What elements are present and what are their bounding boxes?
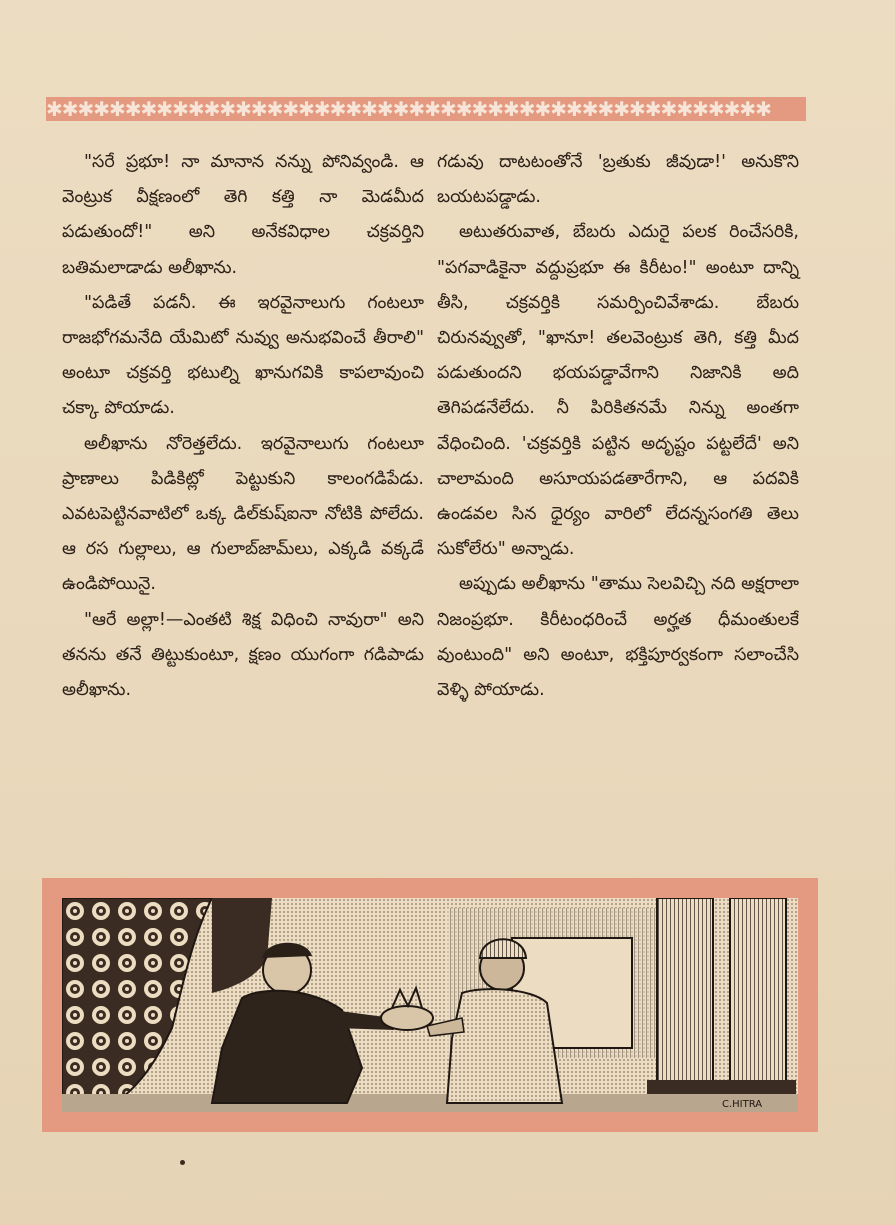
pillar-base-left	[647, 1080, 723, 1094]
right-paragraph-3: అప్పుడు అలీఖాను "తాము సెలవిచ్చి నది అక్షరాలా నిజంప్రభూ. కిరీటంధరించే అర్హత ధీమంతులకే వుంటుంది" అని అంటూ, భక్తిపూర్వకంగా సలాంచేసి వెళ్ళి పోయాడు.	[437, 574, 799, 701]
right-paragraph-1: గడువు దాటటంతోనే 'బ్రతుకు జీవుడా!' అనుకొని బయటపడ్డాడు.	[437, 152, 799, 208]
floor	[62, 1094, 798, 1112]
figure-emperor-robe	[447, 989, 562, 1103]
left-paragraph-3: అలీఖాను నోరెత్తలేదు. ఇరవైనాలుగు గంటలూ ప్రాణాలు పిడికిట్లో పెట్టుకుని కాలంగడిపేడు. ఎవటపెట్టినవాటిలో ఒక్క డిల్‌కుష్‌ఐనా నోటికి పోలేదు. ఆ రస గుల్లాలు, ఆ గులాబ్‌జామ్‌లు, ఎక్కడి వక్కడే ఉండిపోయినై.	[62, 433, 424, 595]
artist-signature: C.HITRA	[722, 1099, 763, 1110]
border-pattern: ✱✱✱✱✱✱✱✱✱✱✱✱✱✱✱✱✱✱✱✱✱✱✱✱✱✱✱✱✱✱✱✱✱✱✱✱✱✱✱✱✱✱✱✱✱✱	[46, 97, 771, 121]
right-paragraph-2: అటుతరువాత, బేబరు ఎదురై పలక రించేసరికి, "పగవాడికైనా వద్దుప్రభూ ఈ కిరీటం!" అంటూ దాన్ని తీసి, చక్రవర్తికి సమర్పించివేశాడు. బేబరు చిరునవ్వుతో, "ఖానూ! తలవెంట్రుక తెగి, కత్తి మీద పడుతుందని భయపడ్డావేగాని నిజానికి అది తెగిపడనేలేదు. నీ పిరికితనమే నిన్ను అంతగా వేధించింది. 'చక్రవర్తికి పట్టిన అదృష్టం పట్టలేదే' అని చాలామంది అసూయపడతారేగాని, ఆ పదవికి ఉండవల సిన ధైర్యం వారిలో లేదన్నసంగతి తెలు సుకోలేరు" అన్నాడు.	[437, 222, 799, 560]
page-dot	[180, 1160, 185, 1165]
left-paragraph-1: "సరే ప్రభూ! నా మానాన నన్ను పోనివ్వండి. ఆ వెంట్రుక వీక్షణంలో తెగి కత్తి నా మెడమీద పడుతుందో!" అని అనేకవిధాల చక్రవర్తిని బతిమలాడాడు అలీఖాను.	[62, 152, 424, 278]
pillar-base-right	[720, 1080, 796, 1094]
right-column	[437, 145, 799, 708]
pillar-left	[657, 898, 713, 1088]
left-paragraph-2: "పడితే పడనీ. ఈ ఇరవైనాలుగు గంటలూ రాజభోగమనేది యేమిటో నువ్వు అనుభవించే తీరాలి" అంటూ చక్రవర్తి భటుల్ని ఖానుగవికి కాపలావుంచి చక్కా పోయాడు.	[62, 292, 424, 419]
pillar-right	[730, 898, 786, 1088]
crown-offering	[381, 1006, 433, 1030]
illustration-frame	[42, 878, 818, 1132]
illustration-drawing	[62, 898, 798, 1112]
left-column	[62, 145, 424, 708]
left-paragraph-4: "ఆరే అల్లా!—ఎంతటి శిక్ష విధించి నావురా" అని తనను తనే తిట్టుకుంటూ, క్షణం యుగంగా గడిపాడు అలీఖాను.	[62, 609, 424, 701]
decorative-border	[46, 97, 806, 121]
